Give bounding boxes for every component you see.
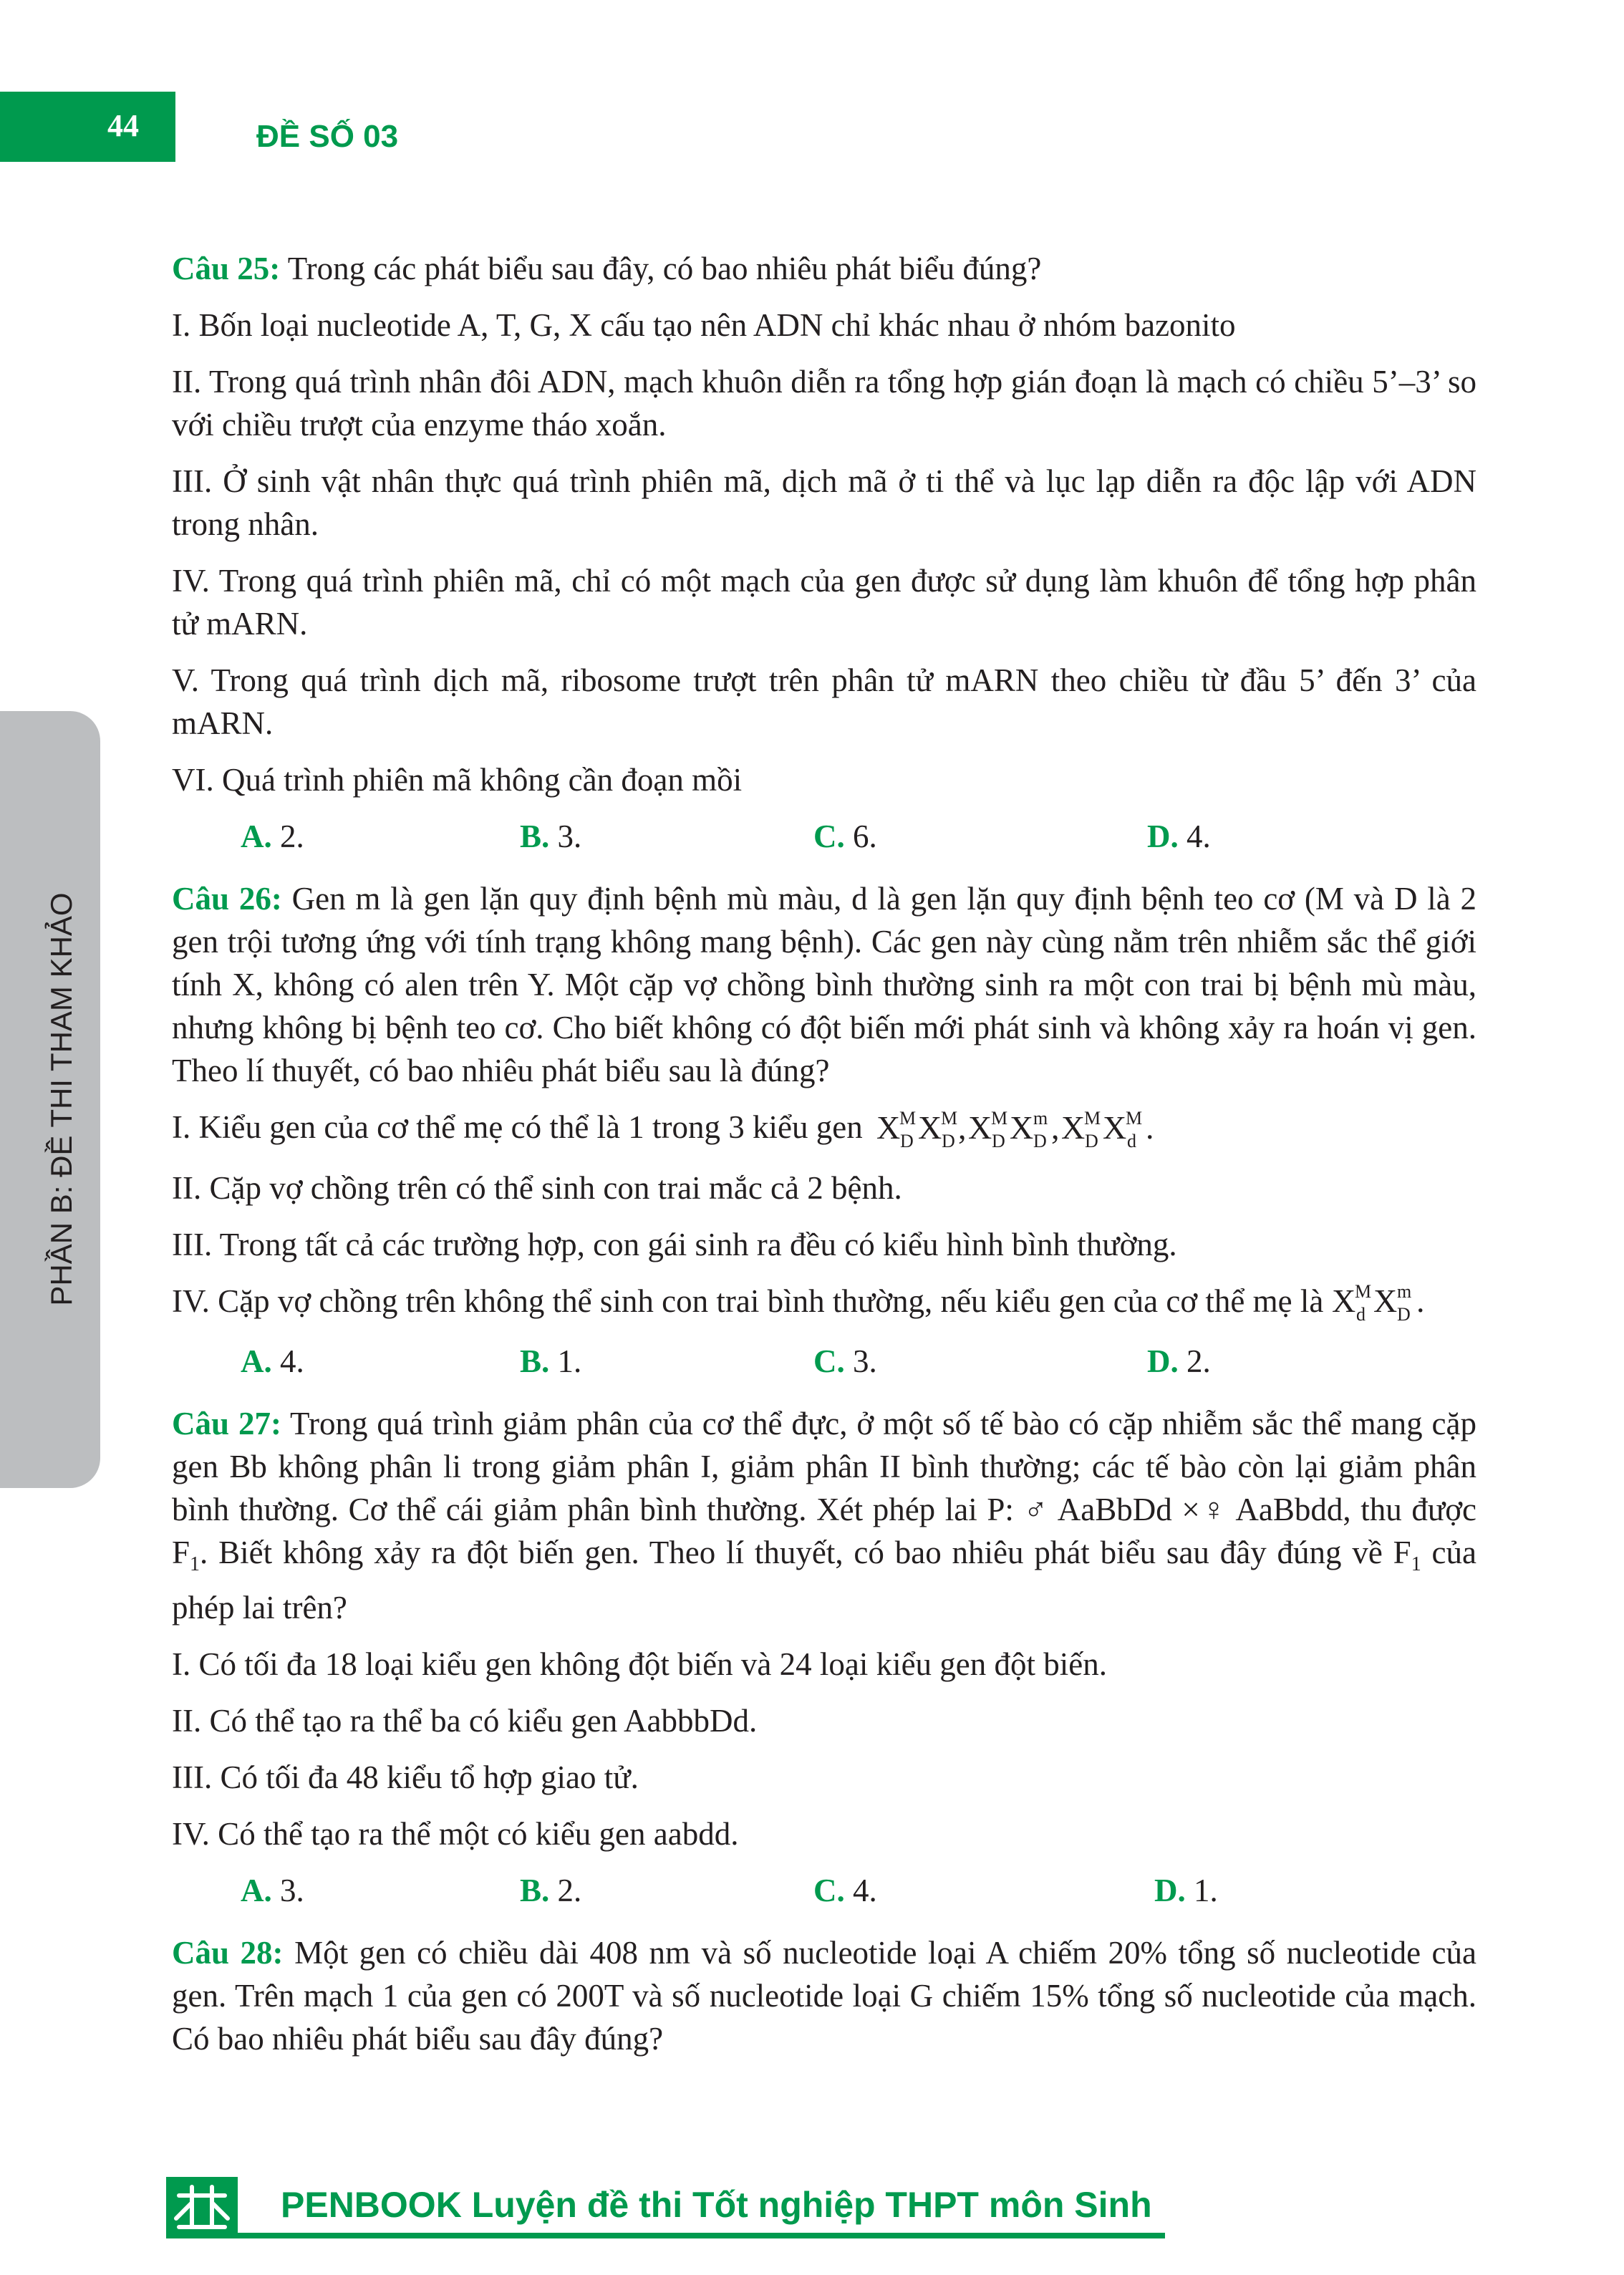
svg-text:X: X bbox=[1060, 1108, 1086, 1146]
question-label: Câu 28: bbox=[172, 1935, 284, 1971]
svg-text:D: D bbox=[1396, 1304, 1411, 1325]
svg-text:D: D bbox=[899, 1130, 914, 1151]
svg-text:X: X bbox=[1102, 1108, 1127, 1146]
answer-option-c[interactable]: C. 4. bbox=[813, 1873, 877, 1909]
svg-text:D: D bbox=[1033, 1130, 1047, 1151]
svg-text:X: X bbox=[1331, 1283, 1355, 1320]
section-side-tab-label: PHẦN B: ĐỀ THI THAM KHẢO bbox=[44, 892, 78, 1306]
penbook-logo-icon bbox=[166, 2177, 238, 2238]
answer-options bbox=[172, 1869, 1476, 1912]
svg-text:M: M bbox=[940, 1108, 958, 1129]
question-28 bbox=[172, 1931, 1476, 2060]
svg-text:.: . bbox=[1416, 1283, 1425, 1320]
statement: II. Cặp vợ chồng trên có thể sinh con trai mắc cả 2 bệnh. bbox=[172, 1169, 902, 1206]
footer-divider bbox=[166, 2233, 1165, 2238]
question-label: Câu 27: bbox=[172, 1406, 281, 1442]
answer-option-a[interactable]: A. 3. bbox=[241, 1873, 304, 1909]
svg-text:D: D bbox=[941, 1130, 955, 1151]
statement: III. Ở sinh vật nhân thực quá trình phiên mã, dịch mã ở ti thể và lục lạp diễn ra độc lập với ADN trong nhân. bbox=[172, 463, 1476, 542]
question-content bbox=[172, 247, 1476, 2060]
question-label: Câu 25: bbox=[172, 251, 281, 286]
answer-options bbox=[172, 1340, 1476, 1383]
question-25 bbox=[172, 247, 1476, 858]
question-text: Một gen có chiều dài 408 nm và số nucleotide loại A chiếm 20% tổng số nucleotide của gen. Trên mạch 1 của gen có 200T và số nucleotide loại G chiếm 15% tổng số nucleotide của mạch. Có bao nhiêu phát biểu sau đây đúng? bbox=[172, 1935, 1477, 2057]
svg-text:D: D bbox=[1084, 1130, 1098, 1151]
question-label: Câu 26: bbox=[172, 881, 282, 917]
answer-option-b[interactable]: B. 1. bbox=[520, 1343, 582, 1380]
svg-text:M: M bbox=[1354, 1282, 1371, 1303]
svg-text:X: X bbox=[876, 1108, 901, 1146]
statement: VI. Quá trình phiên mã không cần đoạn mồi bbox=[172, 762, 743, 798]
answer-option-d[interactable]: D. 2. bbox=[1147, 1343, 1211, 1380]
svg-text:X: X bbox=[1373, 1283, 1397, 1320]
answer-options bbox=[172, 815, 1476, 858]
svg-text:,: , bbox=[1050, 1108, 1060, 1146]
svg-text:X: X bbox=[1009, 1108, 1034, 1146]
svg-text:D: D bbox=[991, 1130, 1005, 1151]
question-text: Trong các phát biểu sau đây, có bao nhiêu phát biểu đúng? bbox=[287, 251, 1042, 286]
answer-option-a[interactable]: A. 4. bbox=[241, 1343, 304, 1380]
statement: IV. Trong quá trình phiên mã, chỉ có một mạch của gen được sử dụng làm khuôn để tổng hợp phân tử mARN. bbox=[172, 563, 1476, 642]
svg-text:,: , bbox=[957, 1108, 967, 1146]
svg-text:M: M bbox=[1125, 1108, 1143, 1129]
statement: I. Bốn loại nucleotide A, T, G, X cấu tạo nên ADN chỉ khác nhau ở nhóm bazonito bbox=[172, 307, 1236, 343]
statement: I. Kiểu gen của cơ thể mẹ có thể là 1 trong 3 kiểu gen X M D X M D , X M D X m D , X M D X M d . bbox=[172, 1106, 1476, 1153]
statement: II. Có thể tạo ra thể ba có kiểu gen AabbbDd. bbox=[172, 1703, 758, 1739]
genotype-formula bbox=[1332, 1282, 1439, 1326]
answer-option-b[interactable]: B. 2. bbox=[520, 1873, 582, 1909]
answer-option-d[interactable]: D. 4. bbox=[1147, 818, 1211, 854]
svg-text:X: X bbox=[917, 1108, 942, 1146]
statement: IV. Cặp vợ chồng trên không thể sinh con trai bình thường, nếu kiểu gen của cơ thể mẹ là X M d X m D . bbox=[172, 1280, 1476, 1327]
answer-option-d[interactable]: D. 1. bbox=[1154, 1873, 1218, 1909]
page-number-box bbox=[0, 92, 175, 162]
svg-text:d: d bbox=[1355, 1304, 1366, 1325]
question-27 bbox=[172, 1402, 1476, 1912]
statement: III. Có tối đa 48 kiểu tổ hợp giao tử. bbox=[172, 1759, 639, 1796]
genotype-formula bbox=[876, 1108, 1213, 1153]
svg-text:X: X bbox=[967, 1108, 992, 1146]
svg-text:.: . bbox=[1145, 1108, 1154, 1146]
statement: III. Trong tất cả các trường hợp, con gái sinh ra đều có kiểu hình bình thường. bbox=[172, 1226, 1177, 1262]
answer-option-c[interactable]: C. 3. bbox=[813, 1343, 877, 1380]
exam-title: ĐỀ SỐ 03 bbox=[256, 119, 399, 154]
svg-text:M: M bbox=[990, 1108, 1008, 1129]
statement: IV. Có thể tạo ra thể một có kiểu gen aabdd. bbox=[172, 1816, 739, 1853]
question-text: Trong quá trình giảm phân của cơ thể đực, ở một số tế bào có cặp nhiễm sắc thể mang cặp gen Bb không phân li trong giảm phân I, giảm phân II bình thường; các tế bào còn lại giảm phân bình thường. Cơ thể cái giảm phân bình thường. Xét phép lai P: ♂ AaBbDd ×♀ AaBbdd, thu được $F_1$. Biết không xảy ra đột biến gen. Theo lí thuyết, có bao nhiêu phát biểu sau đây đúng về $F_1$ của phép lai trên? bbox=[172, 1406, 1476, 1626]
answer-option-a[interactable]: A. 2. bbox=[241, 818, 304, 854]
svg-text:d: d bbox=[1126, 1130, 1136, 1151]
svg-text:M: M bbox=[899, 1108, 917, 1129]
statement: I. Có tối đa 18 loại kiểu gen không đột biến và 24 loại kiểu gen đột biến. bbox=[172, 1646, 1108, 1683]
statement: V. Trong quá trình dịch mã, ribosome trượt trên phân tử mARN theo chiều từ đầu 5’ đến 3’ của mARN. bbox=[172, 662, 1476, 741]
question-text: Gen m là gen lặn quy định bệnh mù màu, d là gen lặn quy định bệnh teo cơ (M và D là 2 gen trội tương ứng với tính trạng không mang bệnh). Các gen này cùng nằm trên nhiễm sắc thể giới tính X, không có alen trên Y. Một cặp vợ chồng bình thường sinh ra một con trai bị bệnh mù màu, nhưng không bị bệnh teo cơ. Cho biết không có đột biến mới phát sinh và không xảy ra hoán vị gen. Theo lí thuyết, có bao nhiêu phát biểu sau là đúng? bbox=[172, 881, 1476, 1088]
svg-text:m: m bbox=[1033, 1108, 1048, 1129]
svg-text:M: M bbox=[1083, 1108, 1101, 1129]
statement: II. Trong quá trình nhân đôi ADN, mạch khuôn diễn ra tổng hợp gián đoạn là mạch có chiều 5’–3’ so với chiều trượt của enzyme tháo xoắn. bbox=[172, 364, 1476, 443]
answer-option-c[interactable]: C. 6. bbox=[813, 818, 877, 854]
svg-text:m: m bbox=[1396, 1282, 1411, 1303]
page-number: 44 bbox=[107, 108, 139, 143]
footer-book-title: PENBOOK Luyện đề thi Tốt nghiệp THPT môn Sinh bbox=[281, 2185, 1152, 2225]
answer-option-b[interactable]: B. 3. bbox=[520, 818, 582, 854]
question-26 bbox=[172, 877, 1476, 1383]
